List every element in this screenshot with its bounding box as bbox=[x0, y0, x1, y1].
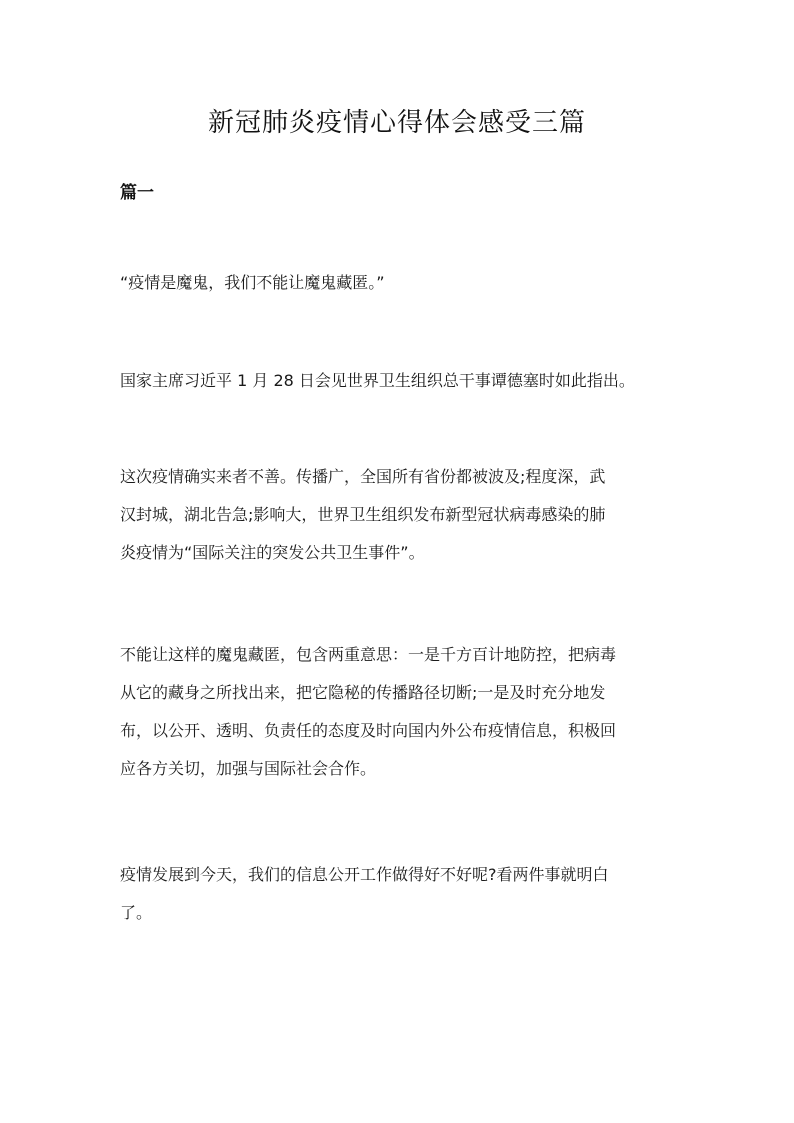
paragraph-line: “疫情是魔鬼，我们不能让魔鬼藏匿。” bbox=[120, 273, 385, 292]
page-title: 新冠肺炎疫情心得体会感受三篇 bbox=[207, 108, 586, 138]
section-heading: 篇一 bbox=[120, 183, 154, 203]
paragraph-meaning bbox=[120, 636, 690, 788]
paragraph-line: 炎疫情为“国际关注的突发公共卫生事件”。 bbox=[120, 543, 425, 562]
paragraph-statement bbox=[120, 362, 690, 400]
paragraph-quote bbox=[120, 264, 690, 302]
paragraph-line: 应各方关切，加强与国际社会合作。 bbox=[120, 759, 377, 778]
paragraph-line: 这次疫情确实来者不善。传播广，全国所有省份都被波及;程度深，武 bbox=[120, 467, 606, 486]
paragraph-line: 国家主席习近平 1 月 28 日会见世界卫生组织总干事谭德塞时如此指出。 bbox=[120, 371, 635, 390]
paragraph-line: 汉封城，湖北告急;影响大，世界卫生组织发布新型冠状病毒感染的肺 bbox=[120, 505, 606, 524]
paragraph-line: 了。 bbox=[120, 903, 153, 922]
paragraph-line: 布，以公开、透明、负责任的态度及时向国内外公布疫情信息，积极回 bbox=[120, 721, 617, 740]
paragraph-question bbox=[120, 856, 690, 932]
paragraph-line: 不能让这样的魔鬼藏匿，包含两重意思：一是千方百计地防控，把病毒 bbox=[120, 645, 617, 664]
paragraph-epidemic-description bbox=[120, 458, 690, 572]
paragraph-line: 疫情发展到今天，我们的信息公开工作做得好不好呢?看两件事就明白 bbox=[120, 865, 609, 884]
paragraph-line: 从它的藏身之所找出来，把它隐秘的传播路径切断;一是及时充分地发 bbox=[120, 683, 606, 702]
